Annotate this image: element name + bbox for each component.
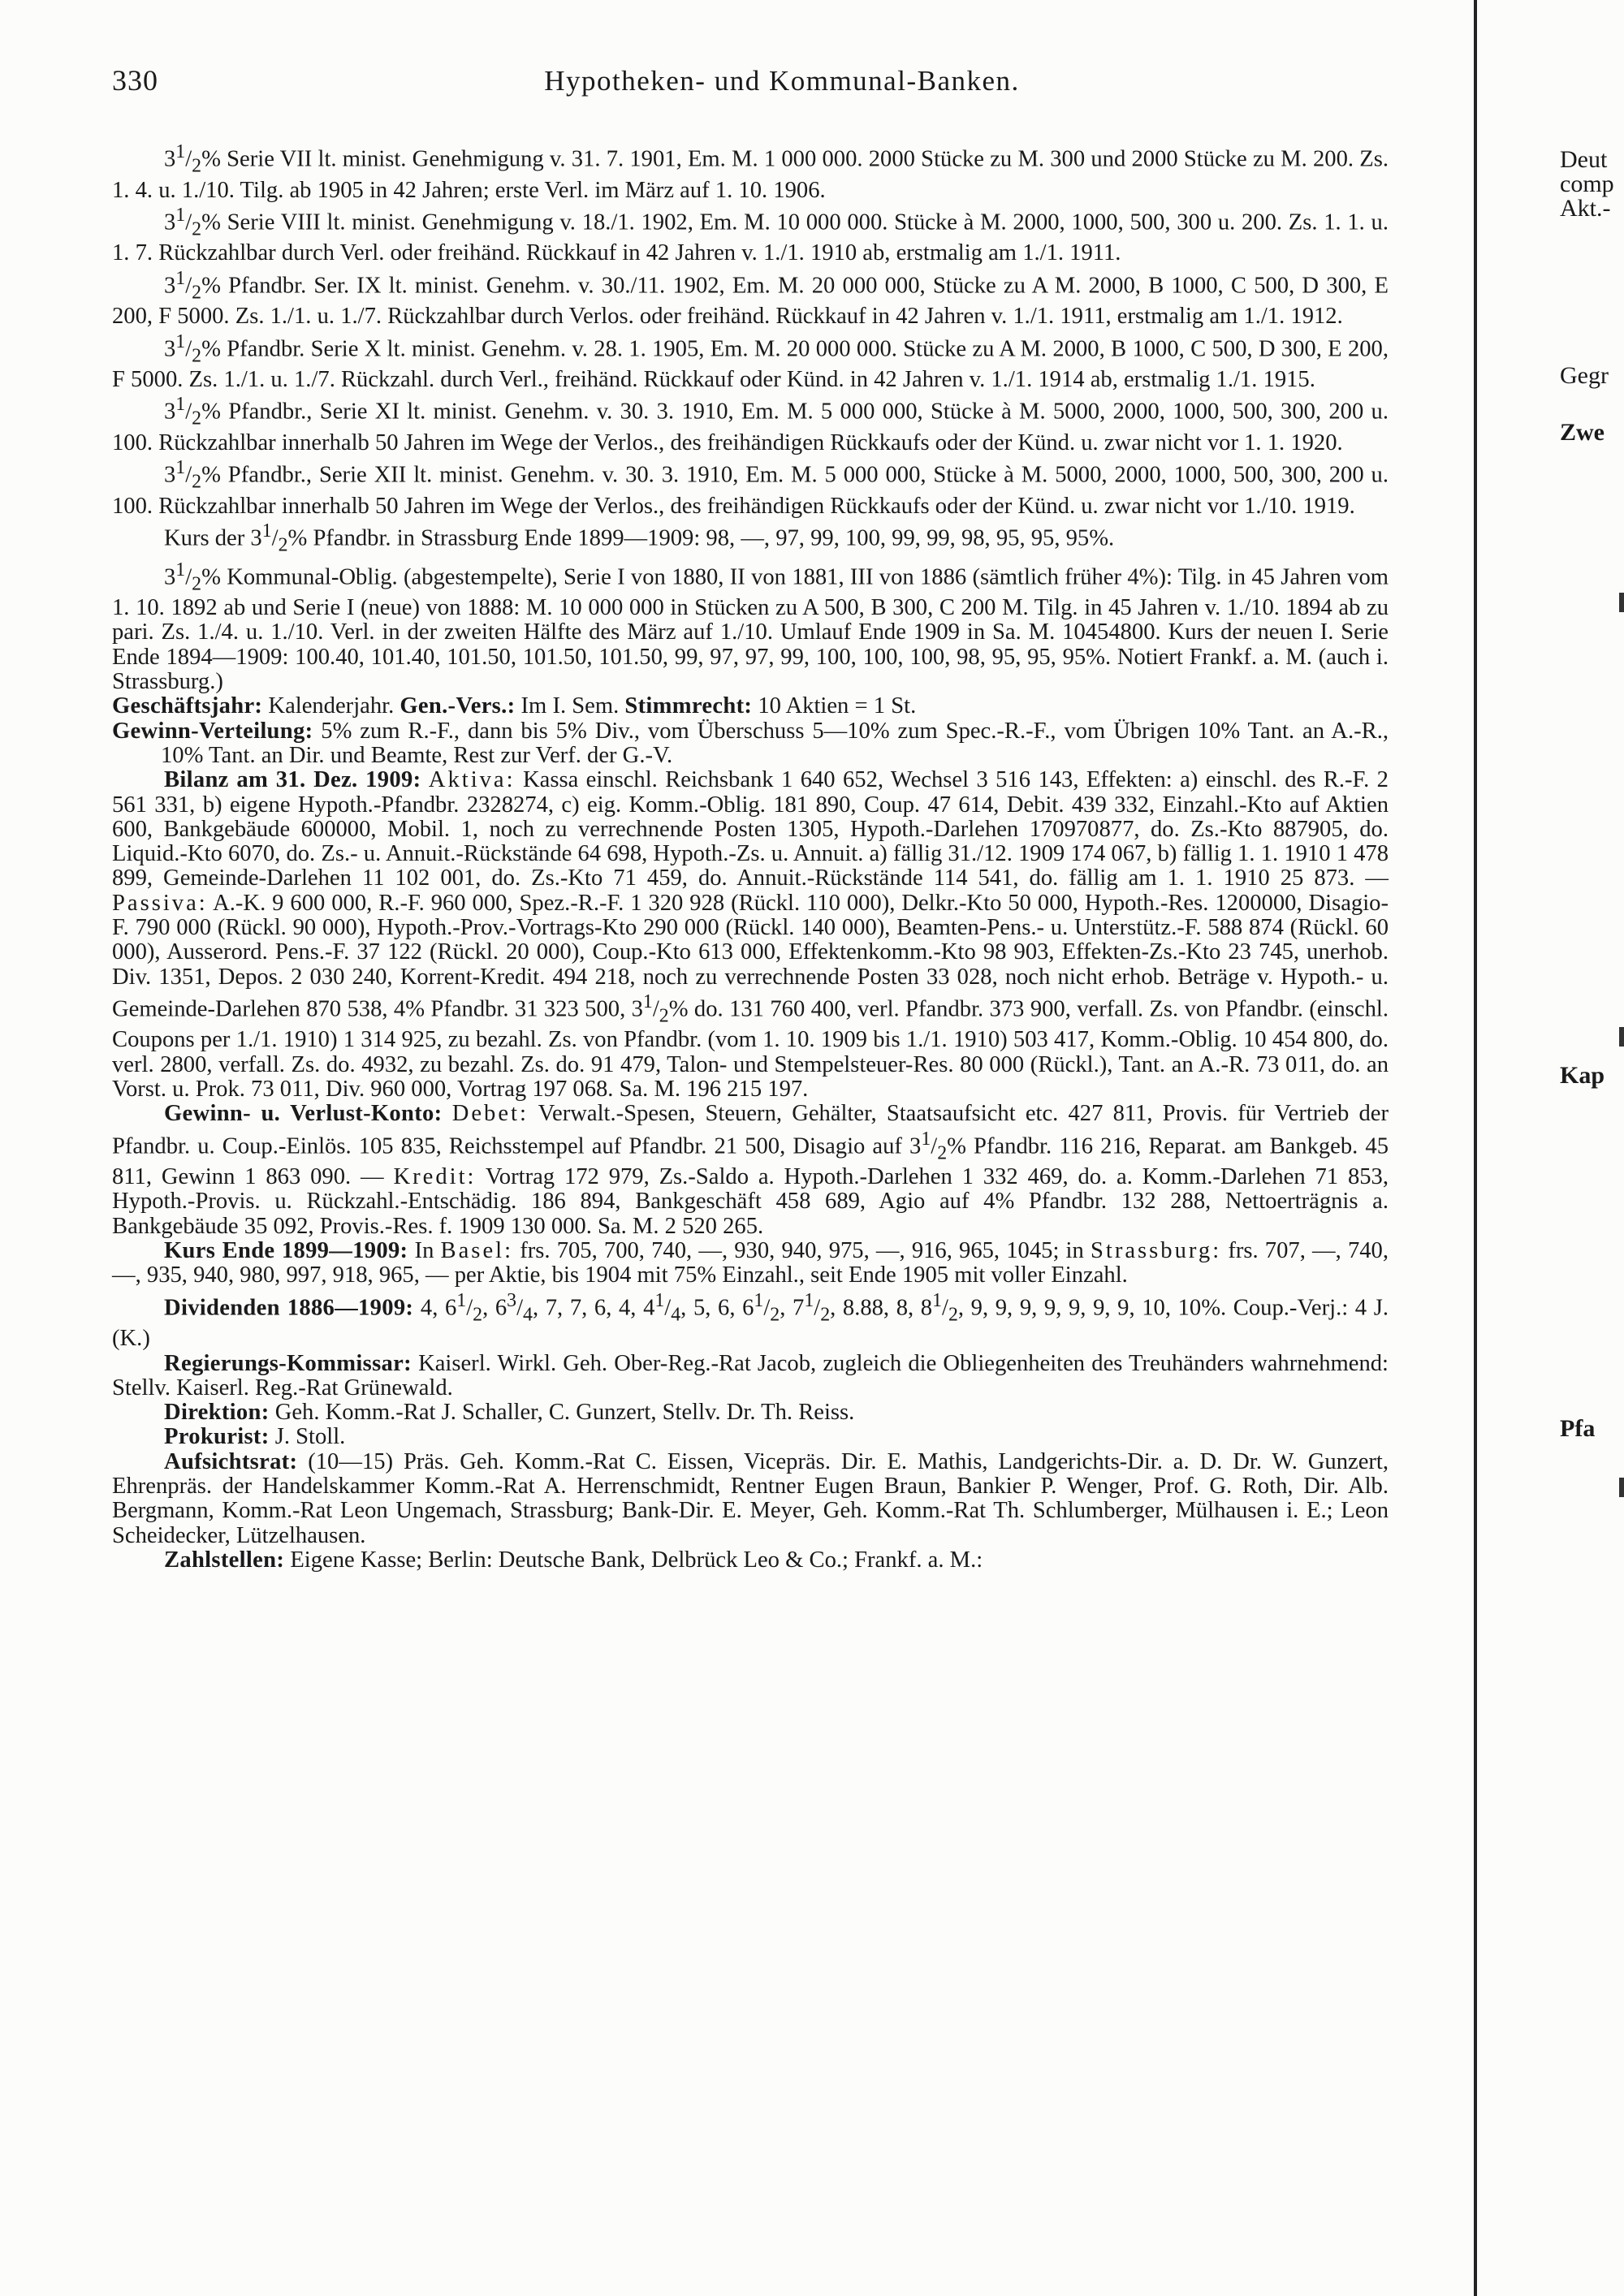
adjacent-column-fragment: Zwe — [1560, 419, 1605, 446]
text-paragraph: Aufsichtsrat: (10—15) Präs. Geh. Komm.-Rat C. Eissen, Vicepräs. Dir. E. Mathis, Landgerichts-Dir. a. D. Dr. W. Gunzert, Ehrenpräs. der Handelskammer Komm.-Rat A. Herrenschmidt, Rentner Eugen Braun, Bankier P. Wenger, Prof. G. Roth, Dir. Alb. Bergmann, Komm.-Rat Leon Ungemach, Strassburg; Bank-Dir. E. Meyer, Geh. Komm.-Rat Th. Schlumberger, Mülhausen i. E.; Leon Scheidecker, Lützelhausen. — [112, 1448, 1389, 1548]
run-in-heading: Gewinn-Verteilung: — [112, 718, 313, 744]
adjacent-column-fragment: Deut — [1560, 146, 1608, 173]
run-in-heading: Kurs Ende 1899—1909: — [164, 1238, 408, 1264]
text-paragraph: $3^1/_2\%$ Pfandbr., Serie XII lt. minist. Genehm. v. 30. 3. 1910, Em. M. 5 000 000, Stücke à M. 5000, 2000, 1000, 500, 300, 200 u. 100. Rückzahlbar innerhalb 50 Jahren im Wege der Verlos., des freihändigen Rückkaufs oder der Künd. u. zwar nicht vor 1./10. 1919. — [112, 457, 1389, 519]
adjacent-column-fragment: Pfa — [1560, 1415, 1596, 1442]
text-paragraph: Direktion: Geh. Komm.-Rat J. Schaller, C. Gunzert, Stellv. Dr. Th. Reiss. — [164, 1400, 855, 1426]
text-paragraph: $3^1/_2\%$ Pfandbr. Serie X lt. minist. Genehm. v. 28. 1. 1905, Em. M. 20 000 000. Stücke zu A M. 2000, B 1000, C 500, D 300, E 200, F 5000. Zs. 1./1. u. 1./7. Rückzahl. durch Verl., freihänd. Rückkauf oder Künd. in 42 Jahren v. 1./1. 1914 ab, erstmalig 1./1. 1915. — [112, 330, 1389, 393]
adjacent-column-fragment: comp — [1560, 170, 1614, 197]
running-title: Hypotheken- und Kommunal-Banken. — [544, 65, 1020, 97]
text-paragraph: Kurs der $3^1/_2\%$ Pfandbr. in Strassburg Ende 1899—1909: 98, —, 97, 99, 100, 99, 99, 98, 95, 95, 95%. — [164, 520, 1115, 556]
adjacent-column-fragment: Akt.- — [1560, 195, 1611, 222]
text-paragraph: Bilanz am 31. Dez. 1909: Aktiva: Kassa einschl. Reichsbank 1 640 652, Wechsel 3 516 143, Effekten: a) einschl. des R.-F. 2 561 331, b) eigene Hypoth.-Pfandbr. 2328274, c) eig. Komm.-Oblig. 181 890, Coup. 47 614, Debit. 439 332, Einzahl.-Kto auf Aktien 600, Bankgebäude 600000, Mobil. 1, noch zu verrechnende Posten 1305, Hypoth.-Darlehen 170970877, do. Zs.-Kto 887905, do. Liquid.-Kto 6070, do. Zs.- u. Annuit.-Rückstände 64 698, Hypoth.-Zs. u. Annuit. a) fällig 31./12. 1909 174 067, b) fällig 1. 1. 1910 1 478 899, Gemeinde-Darlehen 11 102 001, do. Zs.-Kto 71 459, do. Annuit.-Rückstände 114 541, do. fällig am 1. 1. 1910 25 873. — Passiva: A.-K. 9 600 000, R.-F. 960 000, Spez.-R.-F. 1 320 928 (Rückl. 110 000), Delkr.-Kto 50 000, Hypoth.-Res. 1200000, Disagio-F. 790 000 (Rückl. 90 000), Hypoth.-Prov.-Vortrags-Kto 290 000 (Rückl. 140 000), Beamten-Pens.- u. Unterstütz.-F. 588 874 (Rückl. 60 000), Ausserord. Pens.-F. 37 122 (Rückl. 20 000), Coup.-Kto 613 000, Effektenkomm.-Kto 98 903, Effekten-Zs.-Kto 23 745, unerhob. Div. 1351, Depos. 2 030 240, Korrent-Kredit. 494 218, noch zu verrechnende Posten 33 028, noch nicht erhob. Beträge v. Hypoth.- u. Gemeinde-Darlehen 870 538, 4% Pfandbr. 31 323 500, $3^1/_2\%$ do. 131 760 400, verl. Pfandbr. 373 900, verfall. Zs. von Pfandbr. (einschl. Coupons per 1./1. 1910) 1 314 925, zu bezahl. Zs. von Pfandbr. (vom 1. 10. 1909 bis 1./1. 1910) 503 417, Komm.-Oblig. 10 454 800, do. verl. 2800, verfall. Zs. do. 4932, zu bezahl. Zs. do. 91 479, Talon- und Stempelsteuer-Res. 80 000 (Rückl.), Tant. an A.-R. 73 011, do. an Vorst. u. Prok. 73 011, Div. 960 000, Vortrag 197 068. Sa. M. 196 215 197. — [112, 767, 1389, 1103]
page-header — [112, 63, 1395, 104]
column-divider — [1474, 0, 1477, 2296]
margin-tick — [1619, 1478, 1624, 1497]
text-paragraph: $3^1/_2\%$ Serie VIII lt. minist. Genehmigung v. 18./1. 1902, Em. M. 10 000 000. Stücke à M. 2000, 1000, 500, 300 u. 200. Zs. 1. 1. u. 1. 7. Rückzahlbar durch Verl. oder freihänd. Rückkauf in 42 Jahren v. 1./1. 1910 ab, erstmalig am 1./1. 1911. — [112, 204, 1389, 266]
text-paragraph: Zahlstellen: Eigene Kasse; Berlin: Deutsche Bank, Delbrück Leo & Co.; Frankf. a. M.: — [164, 1547, 983, 1573]
run-in-heading: Bilanz am 31. Dez. 1909: — [164, 767, 421, 793]
run-in-heading: Gewinn- u. Verlust-Konto: — [164, 1101, 443, 1127]
adjacent-column-fragment: Gegr — [1560, 362, 1609, 389]
run-in-heading: Stimmrecht: — [624, 693, 753, 719]
run-in-heading: Prokurist: — [164, 1424, 270, 1450]
text-paragraph: Regierungs-Kommissar: Kaiserl. Wirkl. Geh. Ober-Reg.-Rat Jacob, zugleich die Obliegenheiten des Treuhänders wahrnehmend: Stellv. Kaiserl. Reg.-Rat Grünewald. — [112, 1350, 1389, 1400]
margin-tick — [1619, 593, 1624, 612]
run-in-heading: Gen.-Vers.: — [400, 693, 516, 719]
text-paragraph: Geschäftsjahr: Kalenderjahr. Gen.-Vers.: Im I. Sem. Stimmrecht: 10 Aktien = 1 St. — [112, 693, 917, 719]
text-paragraph: Kurs Ende 1899—1909: In Basel: frs. 705, 700, 740, —, 930, 940, 975, —, 916, 965, 1045; in Strassburg: frs. 707, —, 740, —, 935, 940, 980, 997, 918, 965, — per Aktie, bis 1904 mit 75% Einzahl., seit Ende 1905 mit voller Einzahl. — [112, 1238, 1389, 1288]
run-in-heading: Dividenden 1886—1909: — [164, 1295, 414, 1321]
margin-tick — [1619, 1027, 1624, 1047]
run-in-heading: Direktion: — [164, 1400, 270, 1426]
run-in-heading: Regierungs-Kommissar: — [164, 1350, 412, 1376]
run-in-heading: Aufsichtsrat: — [164, 1448, 298, 1474]
adjacent-column-fragment: Kap — [1560, 1062, 1605, 1089]
run-in-heading: Zahlstellen: — [164, 1547, 285, 1573]
run-in-heading: Geschäftsjahr: — [112, 693, 263, 719]
text-paragraph: $3^1/_2\%$ Pfandbr., Serie XI lt. minist. Genehm. v. 30. 3. 1910, Em. M. 5 000 000, Stücke à M. 5000, 2000, 1000, 500, 300, 200 u. 100. Rückzahlbar innerhalb 50 Jahren im Wege der Verlos., des freihändigen Rückkaufs oder der Künd. u. zwar nicht vor 1. 1. 1920. — [112, 394, 1389, 455]
text-paragraph: $3^1/_2\%$ Serie VII lt. minist. Genehmigung v. 31. 7. 1901, Em. M. 1 000 000. 2000 Stücke zu M. 300 und 2000 Stücke zu M. 200. Zs. 1. 4. u. 1./10. Tilg. ab 1905 in 42 Jahren; erste Verl. im März auf 1. 10. 1906. — [112, 141, 1389, 203]
text-paragraph: Dividenden 1886—1909: 4, $6^1/_2$, $6^3/_4$, 7, 7, 6, 4, $4^1/_4$, 5, 6, $6^1/_2$, $7^1/_2$, 8.88, 8, $8^1/_2$, 9, 9, 9, 9, 9, 9, 9, 10, 10%. Coup.-Verj.: 4 J. (K.) — [112, 1289, 1389, 1352]
text-paragraph: Gewinn- u. Verlust-Konto: Debet: Verwalt.-Spesen, Steuern, Gehälter, Staatsaufsicht etc. 427 811, Provis. für Vertrieb der Pfandbr. u. Coup.-Einlös. 105 835, Reichsstempel auf Pfandbr. 21 500, Disagio auf $3^1/_2\%$ Pfandbr. 116 216, Reparat. am Bankgeb. 45 811, Gewinn 1 863 090. — Kredit: Vortrag 172 979, Zs.-Saldo a. Hypoth.-Darlehen 1 332 469, do. a. Komm.-Darlehen 71 853, Hypoth.-Provis. u. Rückzahl.-Entschädig. 186 894, Bankgeschäft 458 689, Agio auf 4% Pfandbr. 132 288, Nettoerträgnis a. Bankgebäude 35 092, Provis.-Res. f. 1909 130 000. Sa. M. 2 520 265. — [112, 1101, 1389, 1239]
text-paragraph: $3^1/_2\%$ Kommunal-Oblig. (abgestempelte), Serie I von 1880, II von 1881, III von 1886 (sämtlich früher 4%): Tilg. in 45 Jahren vom 1. 10. 1892 ab und Serie I (neue) von 1888: M. 10 000 000 in Stücken zu A 500, B 300, C 200 M. Tilg. in 45 Jahren v. 1./10. 1894 ab zu pari. Zs. 1./4. u. 1./10. Verl. in der zweiten Hälfte des März auf 1./10. Umlauf Ende 1909 in Sa. M. 10454800. Kurs der neuen I. Serie Ende 1894—1909: 100.40, 101.40, 101.50, 101.50, 101.50, 99, 97, 97, 99, 100, 100, 100, 98, 95, 95, 95%. Notiert Frankf. a. M. (auch i. Strassburg.) — [112, 559, 1389, 695]
text-paragraph: $3^1/_2\%$ Pfandbr. Ser. IX lt. minist. Genehm. v. 30./11. 1902, Em. M. 20 000 000, Stücke zu A M. 2000, B 1000, C 500, D 300, E 200, F 5000. Zs. 1./1. u. 1./7. Rückzahlbar durch Verlos. oder freihänd. Rückkauf in 42 Jahren v. 1./1. 1911, erstmalig am 1./1. 1912. — [112, 267, 1389, 330]
page-number: 330 — [112, 64, 158, 97]
main-text-column — [112, 140, 1389, 1573]
text-paragraph: Prokurist: J. Stoll. — [164, 1424, 346, 1450]
text-paragraph: Gewinn-Verteilung: 5% zum R.-F., dann bis 5% Div., vom Überschuss 5—10% zum Spec.-R.-F., vom Übrigen 10% Tant. an A.-R., 10% Tant. an Dir. und Beamte, Rest zur Verf. der G.-V. — [112, 718, 1389, 768]
